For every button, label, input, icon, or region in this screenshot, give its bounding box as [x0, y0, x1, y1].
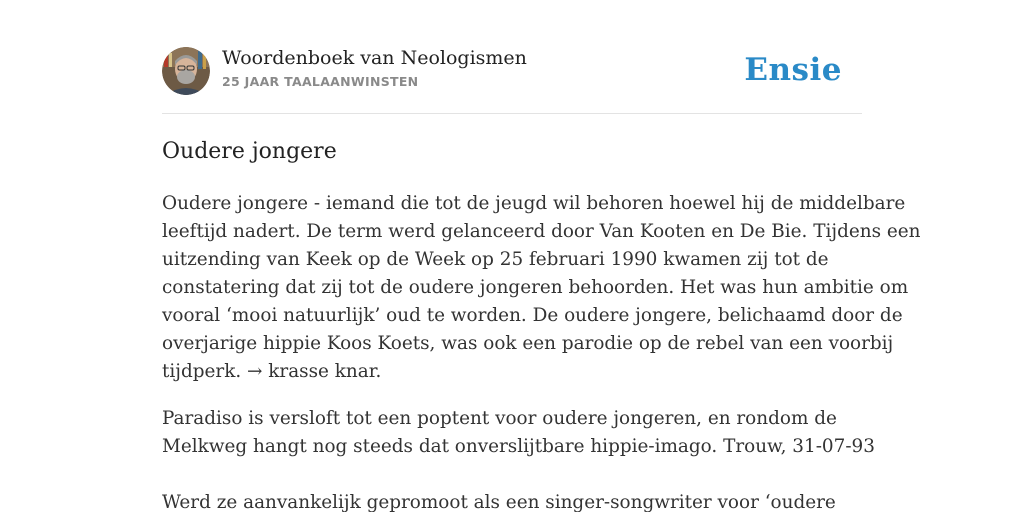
definition-line: leeftijd nadert. De term werd gelanceerd door Van Kooten en De Bie. Tijdens een	[162, 221, 921, 242]
author-portrait-icon	[162, 47, 210, 95]
author-avatar[interactable]	[162, 47, 210, 95]
author-subtitle: 25 JAAR TAALAANWINSTEN	[222, 74, 419, 89]
quote-line: Paradiso is versloft tot een poptent voor oudere jongeren, en rondom de	[162, 408, 837, 429]
definition-line: tijdperk. → krasse knar.	[162, 361, 382, 382]
definition-paragraph	[162, 190, 921, 386]
definition-line: Oudere jongere - iemand die tot de jeugd wil behoren hoewel hij de middelbare	[162, 193, 906, 214]
header	[162, 46, 862, 96]
quote-line: Melkweg hangt nog steeds dat onverslijtbare hippie-imago. Trouw, 31-07-93	[162, 436, 875, 457]
entry-content	[162, 190, 921, 512]
definition-line: uitzending van Keek op de Week op 25 februari 1990 kwamen zij tot de	[162, 249, 829, 270]
paragraph-spacer	[162, 461, 872, 489]
entry-title: Oudere jongere	[162, 139, 337, 164]
brand-logo[interactable]: Ensie	[744, 52, 842, 88]
definition-line: overjarige hippie Koos Koets, was ook een parodie op de rebel van een voorbij	[162, 333, 894, 354]
author-name[interactable]: Woordenboek van Neologismen	[222, 47, 527, 69]
quote-paragraph	[162, 405, 875, 512]
quote-line: Werd ze aanvankelijk gepromoot als een singer-songwriter voor ‘oudere	[162, 492, 836, 512]
header-divider	[162, 113, 862, 114]
definition-line: vooral ‘mooi natuurlijk’ oud te worden. De oudere jongere, belichaamd door de	[162, 305, 903, 326]
definition-line: constatering dat zij tot de oudere jongeren behoorden. Het was hun ambitie om	[162, 277, 909, 298]
